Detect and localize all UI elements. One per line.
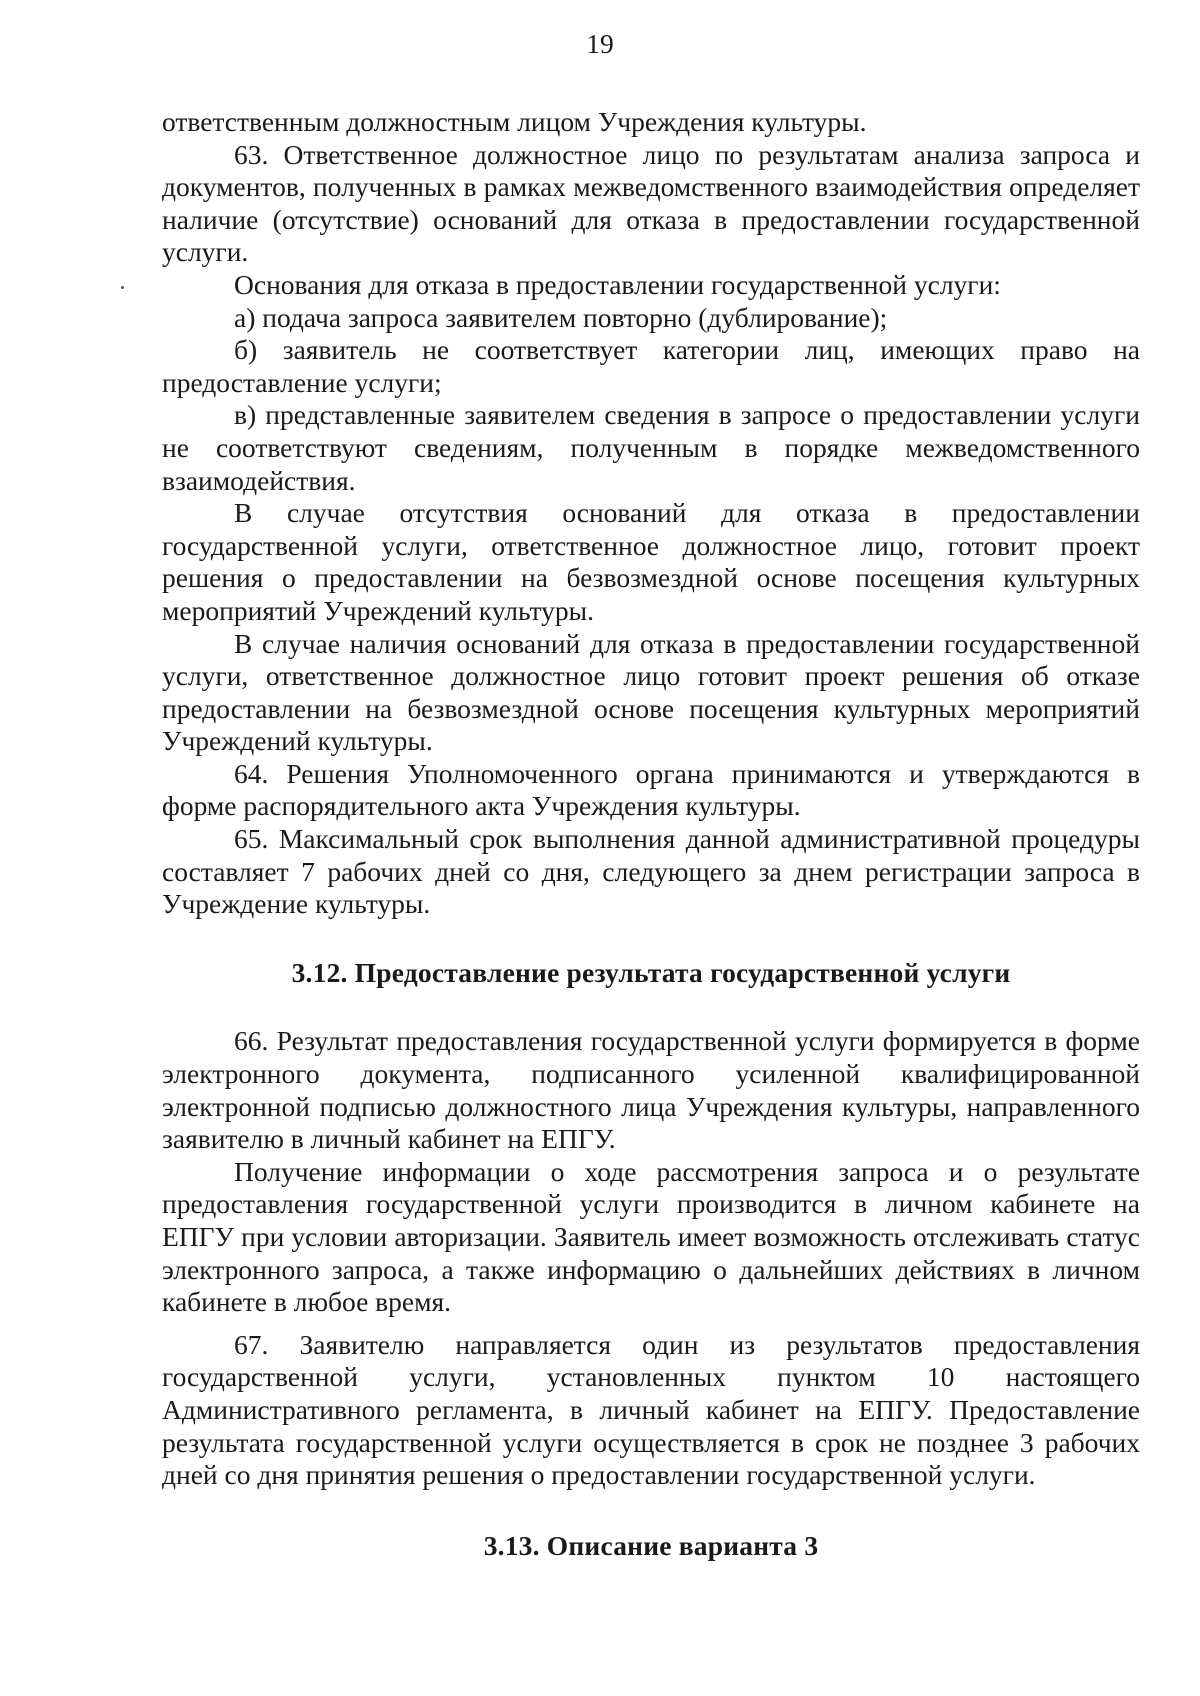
paragraph-refusal-grounds-intro: Основания для отказа в предоставлении государственной услуги: (234, 268, 1001, 300)
paragraph-65: 65. Максимальный срок выполнения данной административной процедуры составляет 7 рабочих дней со дня, следующего за днем регистрации запроса в Учреждение культуры. (162, 823, 1140, 920)
page-number: 19 (586, 28, 614, 59)
paragraph-64: 64. Решения Уполномоченного органа принимаются и утверждаются в форме распорядительного акта Учреждения культуры. (162, 757, 1140, 822)
scan-speck (121, 286, 124, 289)
paragraph-no-grounds: В случае отсутствия оснований для отказа в предоставлении государственной услуги, ответственное должностное лицо, готовит проект решения о предоставлении на безвозмездной основе посещения культурных мероприятий Учреждений культуры. (162, 497, 1140, 626)
paragraph-item-v: в) представленные заявителем сведения в запросе о предоставлении услуги не соответствуют сведениям, полученным в порядке межведомственного взаимодействия. (162, 399, 1140, 496)
paragraph-grounds-present: В случае наличия оснований для отказа в предоставлении государственной услуги, ответственное должностное лицо готовит проект решения об отказе предоставлении на безвозмездной основе посещения культурных мероприятий Учреждений культуры. (162, 627, 1140, 757)
section-heading-3-13: 3.13. Описание варианта 3 (483, 1529, 819, 1561)
document-body (162, 106, 1140, 1562)
paragraph-63: 63. Ответственное должностное лицо по результатам анализа запроса и документов, полученных в рамках межведомственного взаимодействия определяет наличие (отсутствие) оснований для отказа в предоставлении государственной услуги. (162, 138, 1140, 268)
paragraph: ответственным должностным лицом Учреждения культуры. (162, 106, 867, 137)
paragraph-item-b: б) заявитель не соответствует категории лиц, имеющих право на предоставление услуги; (162, 334, 1140, 398)
section-heading-3-12: 3.12. Предоставление результата государственной услуги (291, 956, 1011, 988)
paragraph-67: 67. Заявителю направляется один из результатов предоставления государственной услуги, установленных пунктом 10 настоящего Административного регламента, в личный кабинет на ЕПГУ. Предоставление результата государственной услуги осуществляется в срок не позднее 3 рабочих дней со дня принятия решения о предоставлении государственной услуги. (162, 1328, 1140, 1491)
paragraph-66: 66. Результат предоставления государственной услуги формируется в форме электронного документа, подписанного усиленной квалифицированной электронной подписью должностного лица Учреждения культуры, направленного заявителю в личный кабинет на ЕПГУ. (162, 1025, 1140, 1155)
paragraph-item-a: а) подача запроса заявителем повторно (дублирование); (234, 301, 888, 333)
paragraph-status-info: Получение информации о ходе рассмотрения запроса и о результате предоставления государственной услуги производится в личном кабинете на ЕПГУ при условии авторизации. Заявитель имеет возможность отслеживать статус электронного запроса, а также информацию о дальнейших действиях в личном кабинете в любое время. (162, 1155, 1140, 1318)
